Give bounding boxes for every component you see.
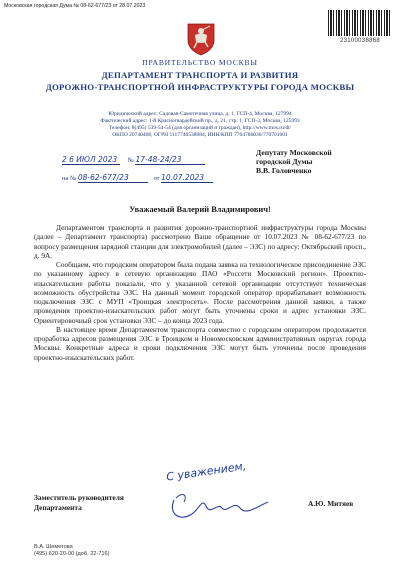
reference-number: 08-62-677/23 — [78, 173, 148, 183]
handwritten-closing: С уважением, — [165, 459, 248, 484]
moscow-coat-of-arms-icon — [186, 22, 216, 56]
recipient-block — [256, 148, 332, 175]
signatory-title-line1: Заместитель руководителя — [34, 493, 124, 502]
recipient-line1: Депутату Московской — [256, 148, 332, 157]
recipient-name: В.В. Головченко — [256, 166, 312, 175]
barcode-number: 23100038868 — [339, 38, 380, 44]
department-name-line2: ДОРОЖНО-ТРАНСПОРТНОЙ ИНФРАСТРУКТУРЫ ГОРОДА МОСКВЫ — [45, 82, 355, 92]
executor-block — [34, 544, 110, 559]
paragraph: В настоящее время Департаментом транспорта совместно с городским оператором продолжается проработка адресов размещения ЭЗС в Троицком и Новомосковском административных округах города Москвы. Конкретные адреса и сроки подключения ЭЗС могут быть уточнены после проведения проектно-изыскательских работ. — [34, 324, 366, 362]
signatory-title — [34, 493, 124, 512]
signatory-name: А.Ю. Митяев — [308, 499, 354, 508]
reference-label: на № — [62, 175, 77, 182]
signatory-title-line2: Департамента — [34, 502, 82, 512]
outgoing-date-line — [62, 155, 205, 165]
executor-name: В.А. Шеметова — [34, 544, 73, 550]
reference-from-label: от — [153, 175, 160, 182]
recipient-line2: городской Думы — [256, 157, 313, 166]
reference-date: 10.07.2023 — [161, 173, 213, 183]
actual-address: Фактический адрес: 1-й Красногвардейский пр., д. 21, стр. 1, ГСП-3, Москва, 125993 — [100, 118, 300, 124]
signature-scribble — [162, 462, 282, 532]
paragraph: Департаментом транспорта и развития дорожно-транспортной инфраструктуры города Москвы (далее – Департамент транспорта) рассмотрено Ваше обращение от 10.07.2023 № 08-62-677/23 по вопросу размещения зарядной станции для электромобилей (далее – ЭЗС) по адресу: Октябрьский просп., д. 9А. — [34, 223, 366, 260]
legal-address: Юридический адрес: Садовая-Самотечная улица, д. 1, ГСП-4, Москва, 127994 — [108, 111, 292, 117]
registration-stamp: Московская городская Дума № 08-62-677/23 от 28.07.2023 — [4, 3, 146, 9]
outgoing-number-label: № — [127, 157, 134, 164]
paragraph: Сообщаем, что городским оператором была подана заявка на технологическое присоединение ЭЗС по указанному адресу в сетевую организацию ПАО «Россети Московский регион». Проектно-изыскательские работы показали, что у указанной сетевой организации отсутствует техническая возможность обустройства ЭЗС. На данный момент городской оператор прорабатывает возможность подключения ЭЗС с МУП «Троицкая электросеть». После рассмотрения данной заявки, а также проведения проектно-изыскательских работ могут быть уточнены сроки и адрес установки ЭЗС. Ориентировочный срок установки ЭЗС – до конца 2023 года. — [34, 260, 366, 325]
letter-body — [34, 223, 366, 362]
government-title: ПРАВИТЕЛЬСТВО МОСКВЫ — [142, 58, 258, 67]
executor-phone: (495) 620-20-00 (доб. 22-716) — [34, 551, 110, 558]
department-name-line1: ДЕПАРТАМЕНТ ТРАНСПОРТА И РАЗВИТИЯ — [101, 70, 299, 80]
contact-phone: Телефон: 8(495) 539-54-54 (для организаций и граждан), http://www.mos.ru/dt/ — [108, 125, 292, 131]
registration-codes: ОКПО 20740408, ОГРН 1117746538084, ИНН/КПП 7704786030/770701001 — [112, 132, 288, 138]
outgoing-date: 2 6 ИЮЛ 2023 — [62, 155, 120, 165]
outgoing-number: 17-48-24/23 — [135, 155, 205, 165]
greeting: Уважаемый Валерий Владимирович! — [129, 205, 271, 214]
barcode — [328, 10, 392, 36]
reference-line — [62, 173, 213, 183]
